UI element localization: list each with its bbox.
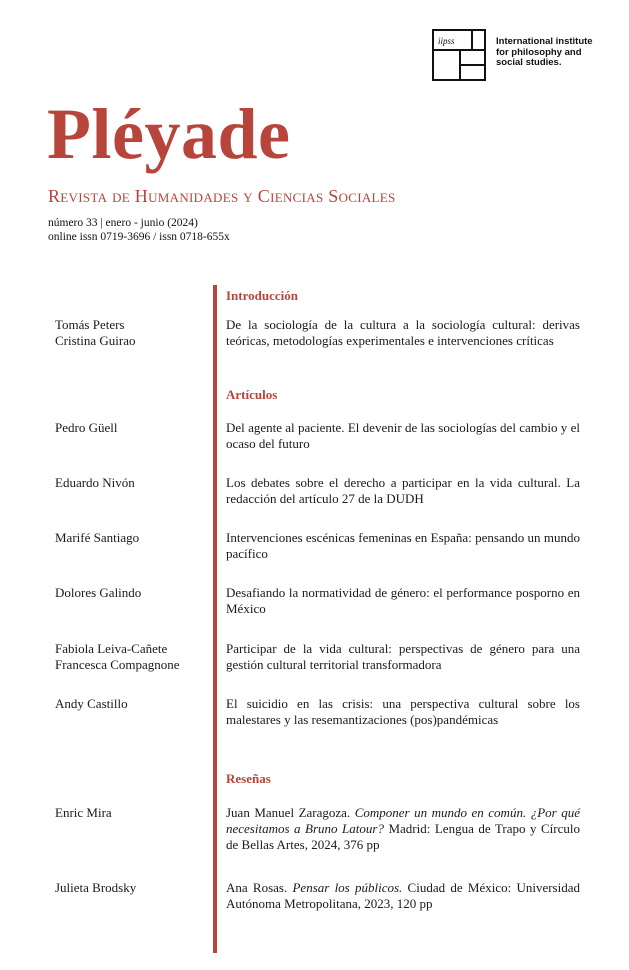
issue-info: número 33 | enero - junio (2024) — [48, 217, 198, 229]
section-heading-articles: Artículos — [226, 387, 278, 402]
author-name: Marifé Santiago — [55, 530, 140, 545]
author-name: Dolores Galindo — [55, 585, 142, 600]
author-name: Francesca Compagnone — [55, 657, 180, 672]
vertical-divider — [213, 285, 217, 953]
article-title[interactable]: Intervenciones escénicas femeninas en España: pensando un mundo pacífico — [226, 530, 580, 561]
article-title[interactable]: Del agente al paciente. El devenir de las sociologías del cambio y el ocaso del futuro — [226, 420, 580, 451]
journal-title: Pléyade — [47, 94, 291, 174]
article-title[interactable]: Los debates sobre el derecho a participar en la vida cultural. La redacción del artículo 27 de la DUDH — [226, 475, 580, 506]
issn-info: online issn 0719-3696 / issn 0718-655x — [48, 231, 230, 243]
review-citation[interactable] — [226, 805, 580, 853]
author-name: Andy Castillo — [55, 696, 128, 711]
review-author: Juan Manuel Zaragoza. — [226, 805, 355, 820]
author-name: Enric Mira — [55, 805, 112, 820]
journal-subtitle: Revista de Humanidades y Ciencias Sociales — [48, 186, 396, 206]
article-title[interactable]: De la sociología de la cultura a la sociología cultural: derivas teóricas, metodologías experimentales e intervenciones críticas — [226, 317, 580, 348]
entry-authors — [55, 585, 141, 601]
institute-line: social studies. — [496, 57, 562, 68]
author-name: Pedro Güell — [55, 420, 118, 435]
institute-line: for philosophy and — [496, 46, 582, 58]
review-book-title: Pensar los públicos. — [292, 880, 403, 895]
institute-line: International institute — [496, 36, 593, 47]
review-book-title: Componer un mundo en común. ¿Por qué necesitamos a Bruno Latour? — [226, 805, 580, 836]
entry-authors — [55, 641, 180, 673]
author-name: Tomás Peters — [55, 317, 125, 332]
institute-name — [496, 37, 606, 69]
section-heading-intro: Introducción — [226, 288, 298, 303]
article-title[interactable]: Desafiando la normatividad de género: el performance posporno en México — [226, 585, 580, 616]
entry-authors — [55, 420, 117, 436]
entry-authors — [55, 317, 136, 349]
logo-wordmark: iipss — [438, 36, 455, 46]
entry-authors — [55, 696, 128, 712]
author-name: Eduardo Nivón — [55, 475, 135, 490]
review-publication: Ciudad de México: Universidad Autónoma Metropolitana, 2023, 120 pp — [226, 880, 580, 911]
entry-authors — [55, 880, 136, 896]
author-name: Fabiola Leiva-Cañete — [55, 641, 168, 656]
iipss-logo — [432, 29, 486, 81]
review-author: Ana Rosas. — [226, 880, 293, 895]
review-publication: Madrid: Lengua de Trapo y Círculo de Bellas Artes, 2024, 376 pp — [226, 821, 580, 852]
article-title[interactable]: Participar de la vida cultural: perspectivas de género para una gestión cultural territorial transformadora — [226, 641, 580, 672]
author-name: Julieta Brodsky — [55, 880, 137, 895]
entry-authors — [55, 530, 139, 546]
section-heading-reviews: Reseñas — [226, 771, 271, 786]
author-name: Cristina Guirao — [55, 333, 136, 348]
entry-authors — [55, 475, 135, 491]
review-citation[interactable] — [226, 880, 580, 912]
article-title[interactable]: El suicidio en las crisis: una perspectiva cultural sobre los malestares y las resemantizaciones (pos)pandémicas — [226, 696, 580, 727]
entry-authors — [55, 805, 112, 821]
